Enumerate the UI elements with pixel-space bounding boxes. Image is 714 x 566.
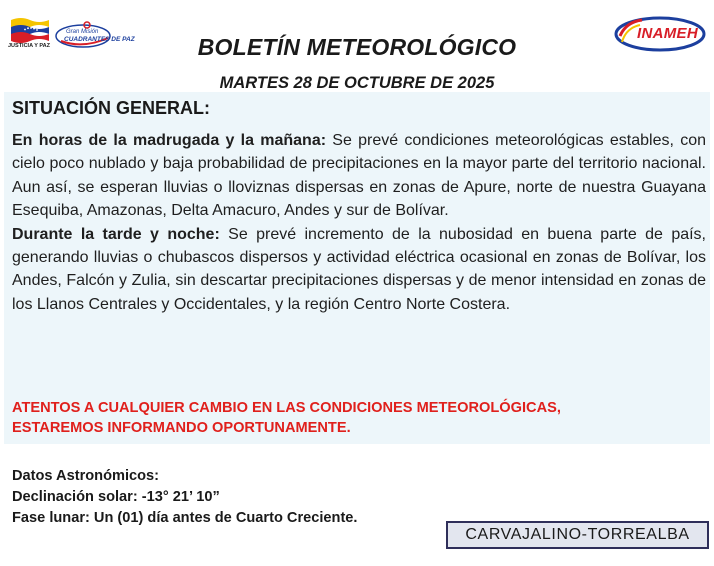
alert-message [12, 398, 706, 438]
evening-text: Se prevé incremento de la nubosidad en buena parte de país, generando lluvias o chubascos dispersos y actividad eléctrica ocasional en zonas de Bolívar, los Andes, Falcón y Zulia, sin descartar precipitaciones dispersas y de menor intensidad en zonas de los Llanos Centrales y Occidentales, y la región Centro Norte Costera. [12, 225, 707, 313]
author-signature: CARVAJALINO-TORREALBA [446, 521, 709, 549]
alert-line-2: ESTAREMOS INFORMANDO OPORTUNAMENTE. [12, 420, 351, 436]
mission-logo-line1: Gran Misión [66, 29, 99, 35]
bulletin-date: MARTES 28 DE OCTUBRE DE 2025 [219, 74, 495, 92]
alert-line-1: ATENTOS A CUALQUIER CAMBIO EN LAS CONDICIONES METEOROLÓGICAS, [12, 400, 561, 416]
evening-paragraph [12, 223, 706, 317]
morning-paragraph [12, 129, 706, 223]
moon-phase: Fase lunar: Un (01) día antes de Cuarto Creciente. [12, 510, 358, 526]
bulletin-title: BOLETÍN METEOROLÓGICO [197, 34, 517, 60]
mission-logo-line2: CUADRANTES DE PAZ [64, 36, 135, 43]
morning-label: En horas de la madrugada y la mañana: [12, 132, 327, 149]
evening-label: Durante la tarde y noche: [12, 225, 220, 243]
inameh-logo-text: INAMEH [637, 25, 698, 42]
justicia-caption: JUSTICIA Y PAZ [8, 43, 50, 49]
solar-declination: Declinación solar: -13° 21’ 10” [12, 489, 220, 505]
astronomy-data [12, 466, 432, 529]
morning-text: Se prevé condiciones meteorológicas estables, con cielo poco nublado y baja probabilidad de precipitaciones en la mayor parte del territorio nacional. Aun así, se esperan lluvias o lloviznas dispersas en zonas de Apure, norte de nuestra Guayana Esequiba, Amazonas, Delta Amacuro, Andes y sur de Bolívar. [12, 132, 706, 220]
situation-heading: SITUACIÓN GENERAL: [12, 98, 210, 118]
situation-body [12, 129, 706, 316]
astronomy-heading: Datos Astronómicos: [12, 468, 160, 484]
